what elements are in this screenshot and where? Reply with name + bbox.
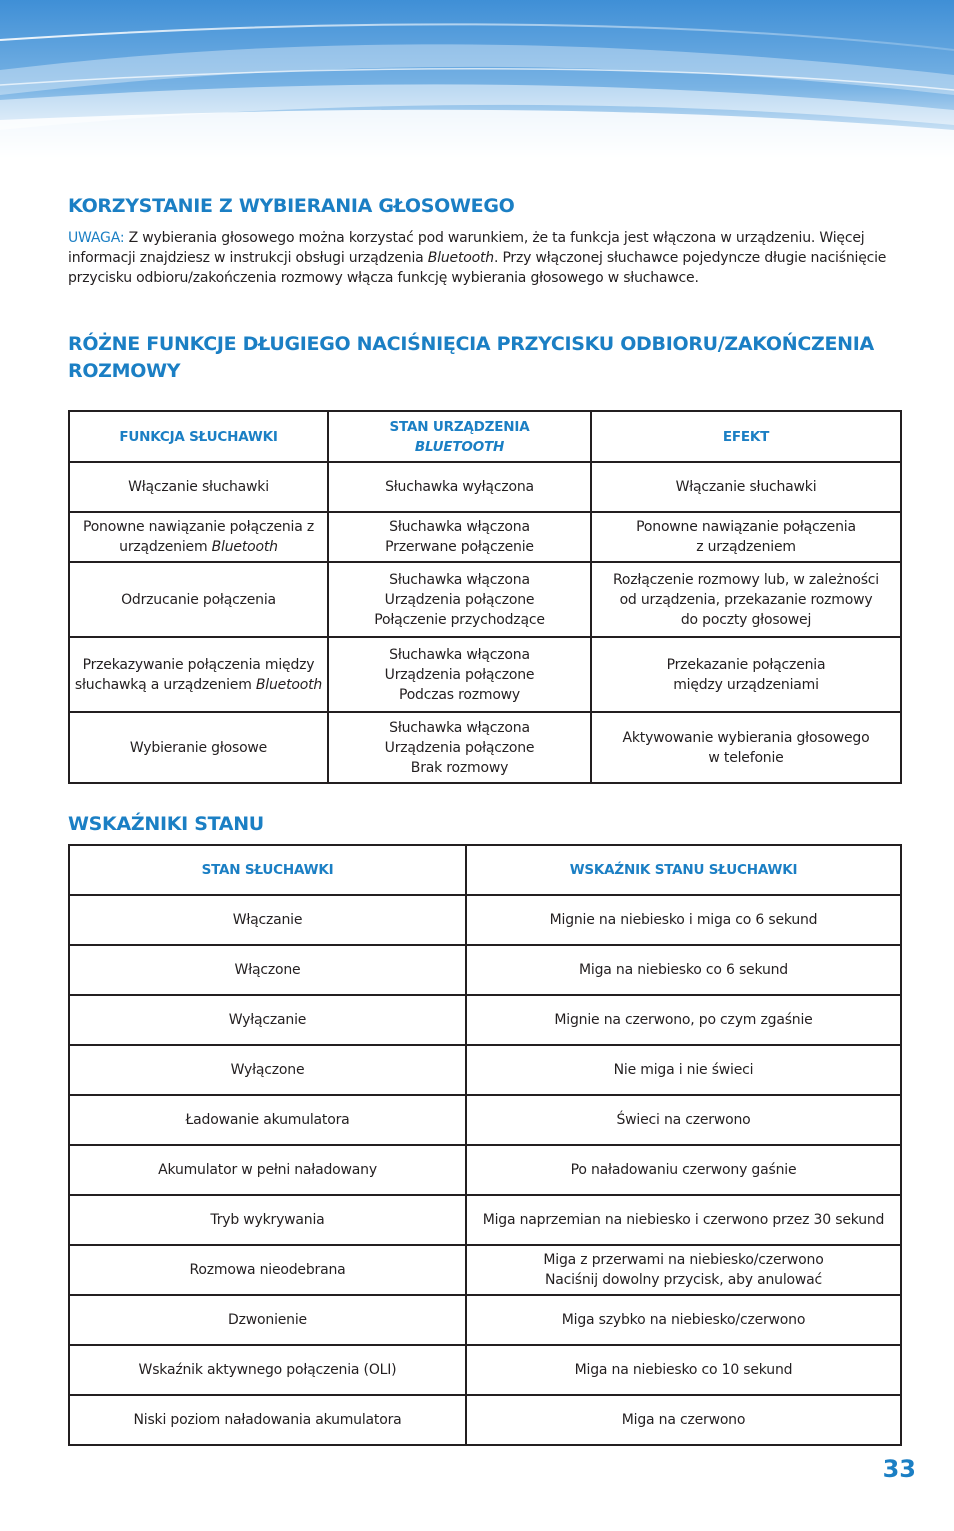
table-row bbox=[69, 895, 901, 945]
table-row bbox=[69, 995, 901, 1045]
indicator-line: Mignie na niebiesko i miga co 6 sekund bbox=[549, 912, 818, 928]
device-state-line: Słuchawka wyłączona bbox=[385, 479, 534, 495]
device-state-line: Słuchawka włączona bbox=[389, 719, 530, 736]
indicator-line: Po naładowaniu czerwony gaśnie bbox=[570, 1162, 797, 1178]
table-header-row bbox=[69, 411, 901, 462]
device-state-line: Przerwane połączenie bbox=[385, 539, 534, 555]
cell-device-state bbox=[328, 462, 591, 512]
cell-status-indicator bbox=[466, 945, 901, 995]
cell-function bbox=[69, 637, 328, 712]
header-effect: EFEKT bbox=[591, 411, 901, 462]
header-device-state-line2: BLUETOOTH bbox=[414, 438, 505, 455]
cell-effect bbox=[591, 637, 901, 712]
cell-status-indicator bbox=[466, 1245, 901, 1295]
indicator-line: Nie miga i nie świeci bbox=[613, 1062, 754, 1078]
indicator-line: Miga na niebiesko co 10 sekund bbox=[574, 1362, 793, 1378]
table-row bbox=[69, 945, 901, 995]
cell-status-indicator bbox=[466, 1195, 901, 1245]
note-text-2: . Przy włączonej słuchawce pojedyncze długie naciśnięcie przycisku odbioru/zakończenia rozmowy włącza funkcję wybierania głosowego w słuchawce. bbox=[68, 250, 887, 286]
device-state-line: Urządzenia połączone bbox=[384, 666, 535, 683]
status-indicators-heading: WSKAŹNIKI STANU bbox=[68, 813, 264, 835]
table-row bbox=[69, 1395, 901, 1445]
effect-line: Aktywowanie wybierania głosowego bbox=[622, 729, 870, 746]
device-state-line: Urządzenia połączone bbox=[384, 591, 535, 608]
voice-dialing-heading: KORZYSTANIE Z WYBIERANIA GŁOSOWEGO bbox=[68, 195, 515, 217]
cell-device-state bbox=[328, 712, 591, 783]
long-press-heading-line2: ROZMOWY bbox=[68, 360, 181, 382]
cell-headset-state: Wskaźnik aktywnego połączenia (OLI) bbox=[69, 1345, 466, 1395]
function-text-bluetooth: Bluetooth bbox=[255, 676, 323, 693]
function-text: Przekazywanie połączenia między słuchawką a urządzeniem bbox=[74, 656, 315, 693]
indicator-line: Miga na czerwono bbox=[621, 1412, 746, 1428]
device-state-line: Słuchawka włączona bbox=[389, 571, 530, 588]
page-number: 33 bbox=[882, 1455, 916, 1483]
cell-effect bbox=[591, 712, 901, 783]
indicator-line: Mignie na czerwono, po czym zgaśnie bbox=[554, 1012, 813, 1028]
note-text-1: Z wybierania głosowego można korzystać pod warunkiem, że ta funkcja jest włączona w urządzeniu. Więcej informacji znajdziesz w instrukcji obsługi urządzenia bbox=[68, 230, 865, 266]
device-state-line: Podczas rozmowy bbox=[398, 686, 521, 703]
effect-line: od urządzenia, przekazanie rozmowy bbox=[619, 591, 873, 608]
cell-function bbox=[69, 562, 328, 637]
header-function: FUNKCJA SŁUCHAWKI bbox=[69, 411, 328, 462]
cell-status-indicator bbox=[466, 995, 901, 1045]
long-press-heading-line1: RÓŻNE FUNKCJE DŁUGIEGO NACIŚNIĘCIA PRZYCISKU ODBIORU/ZAKOŃCZENIA bbox=[68, 333, 874, 355]
cell-device-state bbox=[328, 562, 591, 637]
table-row bbox=[69, 1095, 901, 1145]
cell-function bbox=[69, 512, 328, 562]
function-text-bluetooth: Bluetooth bbox=[211, 539, 278, 555]
cell-headset-state: Włączanie bbox=[69, 895, 466, 945]
device-state-line: Połączenie przychodzące bbox=[374, 611, 545, 628]
header-device-state-line1: STAN URZĄDZENIA bbox=[389, 418, 530, 435]
indicator-line: Miga na niebiesko co 6 sekund bbox=[579, 962, 788, 978]
long-press-heading bbox=[68, 331, 898, 385]
function-text: Odrzucanie połączenia bbox=[121, 591, 276, 608]
indicator-line: Miga z przerwami na niebiesko/czerwono bbox=[543, 1252, 824, 1268]
function-text: Wybieranie głosowe bbox=[129, 739, 268, 756]
table-row bbox=[69, 1295, 901, 1345]
cell-headset-state: Dzwonienie bbox=[69, 1295, 466, 1345]
cell-status-indicator bbox=[466, 1395, 901, 1445]
table-row bbox=[69, 712, 901, 783]
cell-device-state bbox=[328, 637, 591, 712]
cell-headset-state: Wyłączanie bbox=[69, 995, 466, 1045]
cell-headset-state: Rozmowa nieodebrana bbox=[69, 1245, 466, 1295]
device-state-line: Słuchawka włączona bbox=[389, 519, 530, 535]
cell-effect bbox=[591, 562, 901, 637]
table-row bbox=[69, 562, 901, 637]
cell-status-indicator bbox=[466, 895, 901, 945]
note-text-bluetooth: Bluetooth bbox=[427, 250, 494, 266]
header-device-state bbox=[328, 411, 591, 462]
cell-effect bbox=[591, 462, 901, 512]
table-row bbox=[69, 1345, 901, 1395]
cell-headset-state: Tryb wykrywania bbox=[69, 1195, 466, 1245]
cell-function bbox=[69, 712, 328, 783]
cell-device-state bbox=[328, 512, 591, 562]
cell-status-indicator bbox=[466, 1045, 901, 1095]
function-text: Ponowne nawiązanie połączenia z urządzeniem bbox=[82, 519, 315, 555]
device-state-line: Brak rozmowy bbox=[410, 759, 509, 776]
table-row bbox=[69, 1195, 901, 1245]
effect-line: do poczty głosowej bbox=[680, 611, 812, 628]
effect-line: w telefonie bbox=[708, 749, 784, 766]
header-wave-banner bbox=[0, 0, 954, 160]
effect-line: Włączanie słuchawki bbox=[675, 479, 817, 495]
table-header-row bbox=[69, 845, 901, 895]
table-row bbox=[69, 637, 901, 712]
table-row bbox=[69, 512, 901, 562]
indicator-line: Świeci na czerwono bbox=[616, 1112, 751, 1128]
cell-function bbox=[69, 462, 328, 512]
effect-line: z urządzeniem bbox=[696, 539, 796, 555]
effect-line: Przekazanie połączenia bbox=[666, 656, 826, 673]
indicator-line: Miga szybko na niebiesko/czerwono bbox=[561, 1312, 806, 1328]
header-headset-state: STAN SŁUCHAWKI bbox=[69, 845, 466, 895]
table-row bbox=[69, 1145, 901, 1195]
cell-effect bbox=[591, 512, 901, 562]
device-state-line: Urządzenia połączone bbox=[384, 739, 535, 756]
cell-headset-state: Ładowanie akumulatora bbox=[69, 1095, 466, 1145]
cell-status-indicator bbox=[466, 1145, 901, 1195]
function-text: Włączanie słuchawki bbox=[128, 479, 269, 495]
table-row bbox=[69, 1045, 901, 1095]
indicator-line: Naciśnij dowolny przycisk, aby anulować bbox=[544, 1272, 823, 1288]
voice-dialing-paragraph bbox=[68, 228, 898, 288]
cell-headset-state: Niski poziom naładowania akumulatora bbox=[69, 1395, 466, 1445]
cell-status-indicator bbox=[466, 1345, 901, 1395]
note-label: UWAGA: bbox=[68, 230, 125, 246]
cell-headset-state: Akumulator w pełni naładowany bbox=[69, 1145, 466, 1195]
table-row bbox=[69, 462, 901, 512]
cell-status-indicator bbox=[466, 1095, 901, 1145]
header-status-indicator: WSKAŹNIK STANU SŁUCHAWKI bbox=[466, 845, 901, 895]
cell-status-indicator bbox=[466, 1295, 901, 1345]
cell-headset-state: Włączone bbox=[69, 945, 466, 995]
status-indicators-table bbox=[68, 844, 902, 1446]
long-press-functions-table bbox=[68, 410, 902, 784]
indicator-line: Miga naprzemian na niebiesko i czerwono przez 30 sekund bbox=[482, 1212, 885, 1228]
effect-line: między urządzeniami bbox=[673, 676, 819, 693]
effect-line: Rozłączenie rozmowy lub, w zależności bbox=[613, 571, 879, 588]
table-row bbox=[69, 1245, 901, 1295]
cell-headset-state: Wyłączone bbox=[69, 1045, 466, 1095]
device-state-line: Słuchawka włączona bbox=[389, 646, 530, 663]
effect-line: Ponowne nawiązanie połączenia bbox=[636, 519, 856, 535]
